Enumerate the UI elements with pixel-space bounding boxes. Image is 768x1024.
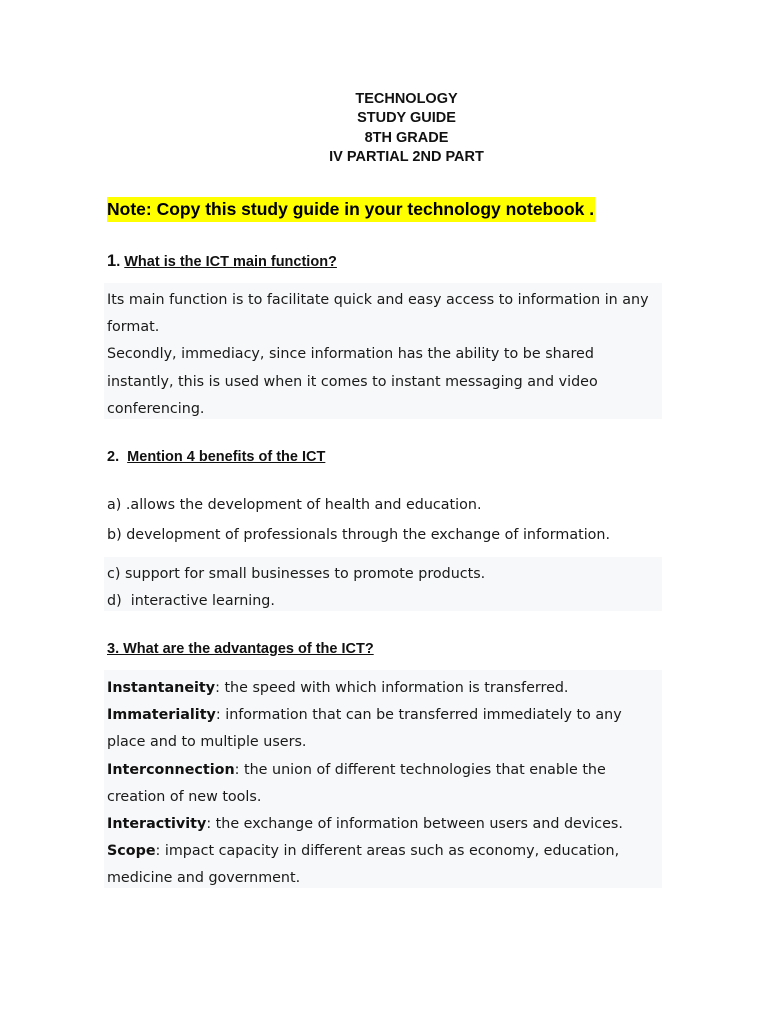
- advantage-immateriality: [107, 702, 662, 756]
- advantage-description: : the exchange of information between users and devices.: [206, 816, 623, 833]
- question-2-number: 2: [107, 449, 116, 465]
- advantage-description: : the union of different technologies that enable the creation of new tools.: [107, 761, 606, 805]
- answer-1: [107, 287, 662, 423]
- advantage-term: Instantaneity: [107, 680, 216, 696]
- question-1-title: What is the ICT main function?: [124, 254, 337, 270]
- question-3-title: 3. What are the advantages of the ICT?: [107, 641, 374, 657]
- benefits-shaded-list: [107, 561, 662, 615]
- advantage-instantaneity: [107, 675, 662, 702]
- question-2-title: Mention 4 benefits of the ICT: [127, 449, 326, 465]
- answer-1-paragraph-2: Secondly, immediacy, since information has the ability to be shared instantly, this is used when it comes to instant messaging and video conferencing.: [107, 346, 598, 417]
- advantage-interactivity: [107, 811, 662, 838]
- answer-1-paragraph-1: Its main function is to facilitate quick and easy access to information in any format.: [107, 292, 649, 336]
- header-subject: TECHNOLOGY: [355, 91, 458, 107]
- header-grade: 8TH GRADE: [364, 129, 449, 146]
- highlighted-note: Note: Copy this study guide in your technology notebook .: [107, 197, 595, 222]
- document-header: [0, 90, 768, 167]
- question-1-number: 1: [107, 252, 117, 270]
- advantage-description: : the speed with which information is transferred.: [215, 680, 569, 696]
- advantages-list: [107, 675, 662, 893]
- benefit-item-c: c) support for small businesses to promote products.: [107, 566, 486, 582]
- advantage-term: Interconnection: [107, 761, 235, 778]
- advantage-scope: [107, 838, 662, 892]
- advantage-term: Scope: [107, 843, 156, 860]
- benefit-item-a: a) .allows the development of health and education.: [107, 497, 482, 513]
- question-1-heading: 1. What is the ICT main function?: [107, 252, 337, 270]
- benefit-item-b: b) development of professionals through the exchange of information.: [107, 527, 611, 543]
- benefit-item-d: d) interactive learning.: [107, 593, 275, 610]
- advantage-description: : information that can be transferred immediately to any place and to multiple users.: [107, 707, 622, 751]
- header-doc-type: STUDY GUIDE: [357, 110, 456, 127]
- advantage-term: Interactivity: [107, 816, 207, 833]
- advantage-description: : impact capacity in different areas such as economy, education, medicine and government.: [107, 843, 620, 887]
- question-3-heading: [107, 641, 374, 657]
- header-partial: IV PARTIAL 2ND PART: [329, 148, 484, 165]
- advantage-term: Immateriality: [107, 707, 216, 724]
- question-2-heading: 2. Mention 4 benefits of the ICT: [107, 449, 326, 465]
- advantage-interconnection: [107, 757, 662, 811]
